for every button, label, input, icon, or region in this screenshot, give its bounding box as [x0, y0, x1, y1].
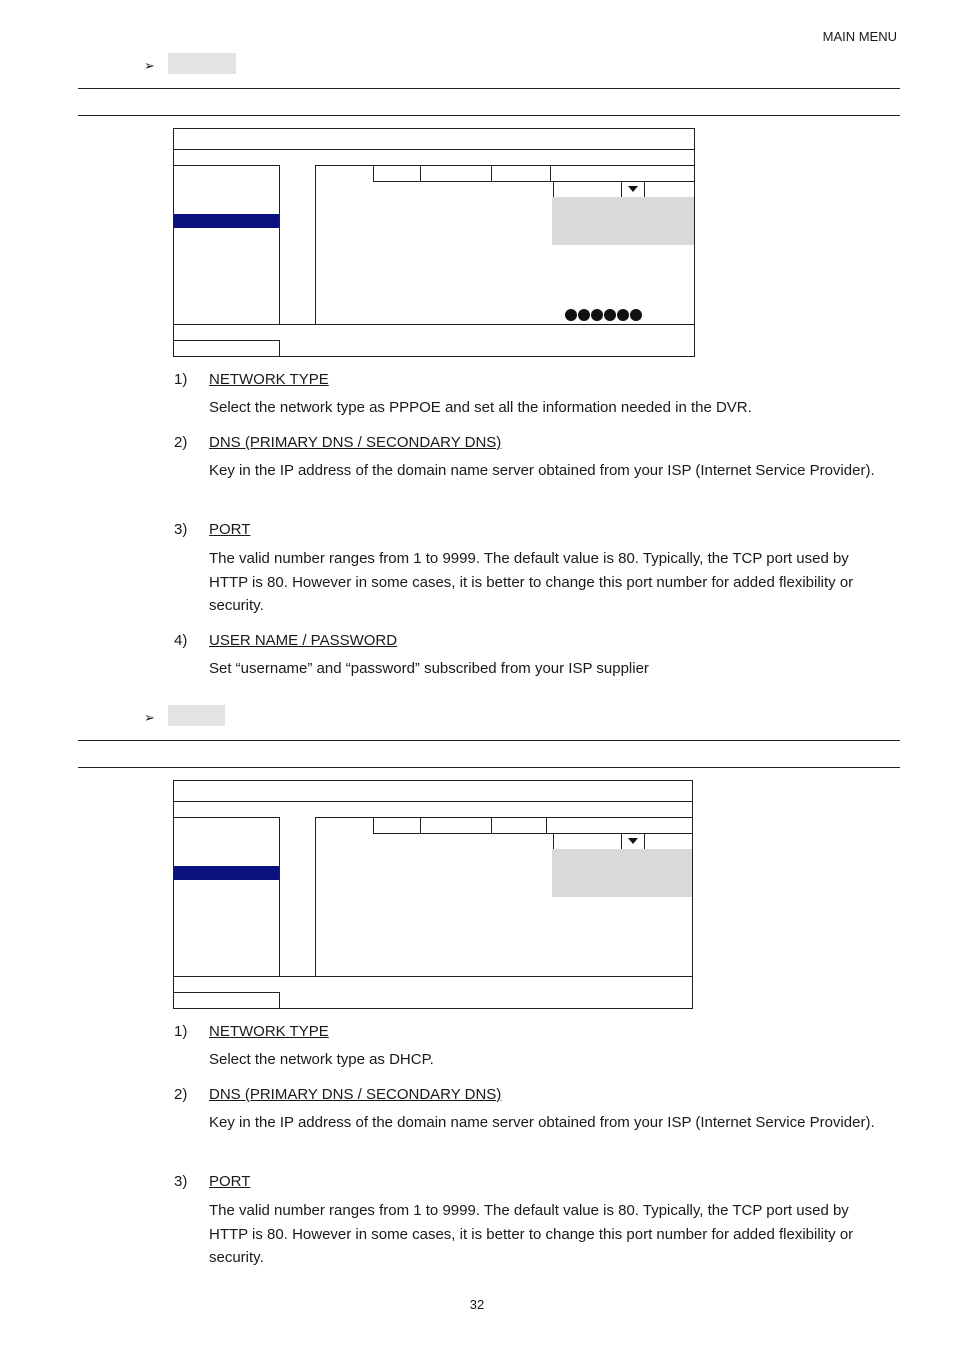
page-number: 32: [469, 1297, 485, 1312]
tab-1[interactable]: [373, 165, 421, 182]
item-title: USER NAME / PASSWORD: [209, 632, 398, 649]
section-header: MAIN MENU: [822, 29, 897, 44]
network-type-dropdown[interactable]: [553, 833, 645, 850]
item-title: DNS (PRIMARY DNS / SECONDARY DNS): [209, 1086, 502, 1103]
item-title: DNS (PRIMARY DNS / SECONDARY DNS): [209, 434, 502, 451]
item-number: 3): [174, 521, 188, 538]
item-description: Key in the IP address of the domain name server obtained from your ISP (Internet Service Provider).: [209, 462, 875, 479]
item-title: PORT: [209, 521, 251, 538]
item-number: 4): [174, 632, 188, 649]
item-title: PORT: [209, 1173, 251, 1190]
tab-3[interactable]: [491, 817, 547, 834]
item-number: 2): [174, 1086, 188, 1103]
item-description: Select the network type as DHCP.: [209, 1051, 434, 1068]
menu-sidebar: [173, 165, 280, 325]
tab-1[interactable]: [373, 817, 421, 834]
divider-bottom: [78, 115, 900, 116]
chevron-down-icon[interactable]: [621, 834, 644, 849]
item-description: Key in the IP address of the domain name server obtained from your ISP (Internet Service Provider).: [209, 1114, 875, 1131]
disabled-fields-area: [552, 197, 694, 245]
item-number: 1): [174, 371, 188, 388]
menu-bottom-tab[interactable]: [173, 340, 280, 357]
divider-top: [78, 88, 900, 89]
tab-3[interactable]: [491, 165, 551, 182]
item-description: The valid number ranges from 1 to 9999. The default value is 80. Typically, the TCP port used by HTTP is 80. However in some cases, it is better to change this port number for added flexibility or security.: [209, 1202, 854, 1266]
item-description: The valid number ranges from 1 to 9999. The default value is 80. Typically, the TCP port used by HTTP is 80. However in some cases, it is better to change this port number for added flexibility or security.: [209, 550, 854, 614]
network-type-dropdown[interactable]: [553, 181, 645, 198]
item-title: NETWORK TYPE: [209, 371, 329, 388]
item-description: Set “username” and “password” subscribed from your ISP supplier: [209, 660, 649, 677]
item-description: Select the network type as PPPOE and set all the information needed in the DVR.: [209, 399, 752, 416]
redacted-heading-chip: [168, 53, 236, 74]
menu-screenshot-dhcp: [173, 780, 693, 1009]
bullet-icon: ➢: [144, 58, 155, 73]
sidebar-item-network-selected[interactable]: [174, 866, 279, 880]
sidebar-item-network-selected[interactable]: [174, 214, 279, 228]
redacted-heading-chip: [168, 705, 225, 726]
menu-title-divider: [173, 801, 693, 802]
divider-bottom: [78, 767, 900, 768]
item-title: NETWORK TYPE: [209, 1023, 329, 1040]
item-number: 3): [174, 1173, 188, 1190]
divider-top: [78, 740, 900, 741]
menu-sidebar: [173, 817, 280, 977]
tab-2[interactable]: [420, 165, 492, 182]
password-field[interactable]: [565, 309, 643, 323]
tab-2[interactable]: [420, 817, 492, 834]
item-number: 1): [174, 1023, 188, 1040]
menu-title-divider: [173, 149, 695, 150]
bullet-icon: ➢: [144, 710, 155, 725]
item-number: 2): [174, 434, 188, 451]
menu-screenshot-pppoe: [173, 128, 695, 357]
menu-bottom-tab[interactable]: [173, 992, 280, 1009]
disabled-fields-area: [552, 849, 692, 897]
chevron-down-icon[interactable]: [621, 182, 644, 197]
